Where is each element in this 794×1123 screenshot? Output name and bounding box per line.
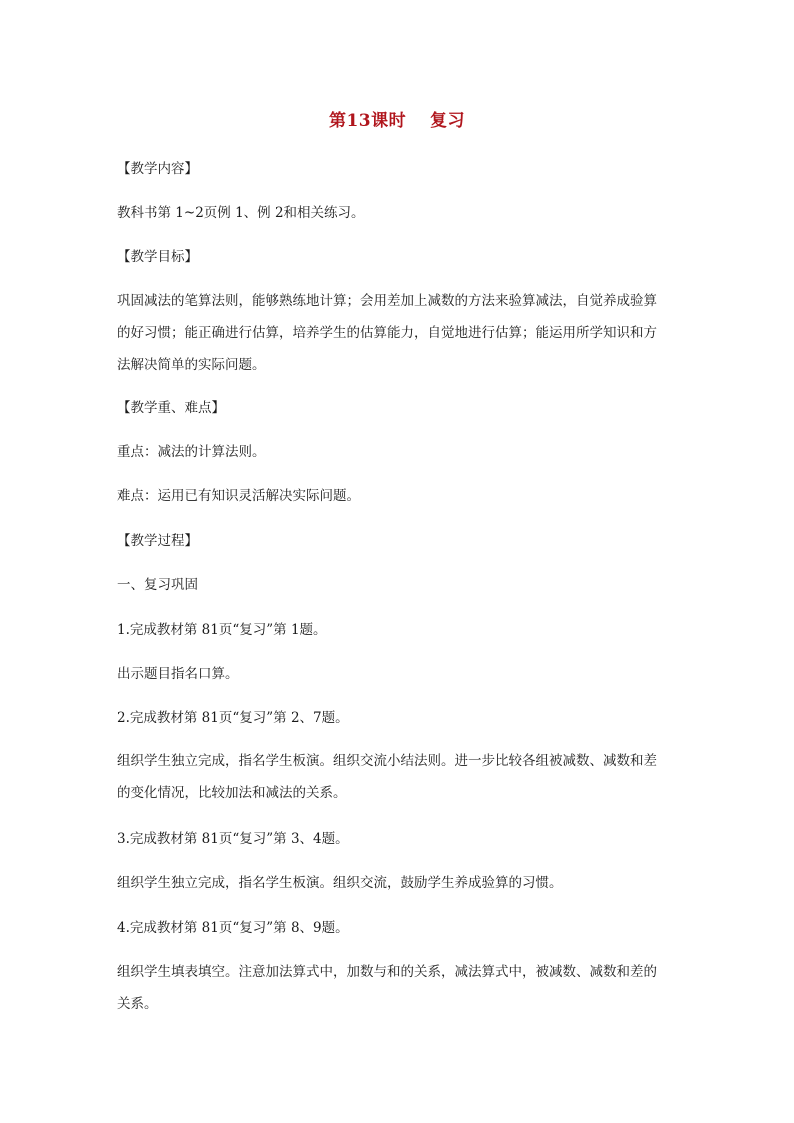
goals-line-1: 巩固减法的笔算法则，能够熟练地计算；会用差加上减数的方法来验算减法，自觉养成验算	[117, 293, 657, 309]
part-one-heading: 一、复习巩固	[117, 577, 198, 593]
item-2-desc	[117, 745, 677, 809]
key-point: 重点：减法的计算法则。	[117, 444, 266, 460]
item-3-desc: 组织学生独立完成，指名学生板演。组织交流，鼓励学生养成验算的习惯。	[117, 875, 563, 891]
lesson-title: 第13课时 复习	[328, 111, 466, 131]
item-1: 1.完成教材第 81页“复习”第 1题。	[117, 622, 327, 638]
item-4-desc	[117, 956, 677, 1020]
content-heading: 【教学内容】	[117, 161, 198, 177]
goals-heading: 【教学目标】	[117, 249, 198, 265]
item-1-desc: 出示题目指名口算。	[117, 666, 239, 682]
content-text: 教科书第 1~2页例 1、例 2和相关练习。	[117, 205, 365, 221]
process-heading: 【教学过程】	[117, 533, 198, 549]
item-2: 2.完成教材第 81页“复习”第 2、7题。	[117, 710, 349, 726]
goals-line-2: 的好习惯；能正确进行估算，培养学生的估算能力，自觉地进行估算；能运用所学知识和方	[117, 325, 657, 341]
item-4: 4.完成教材第 81页“复习”第 8、9题。	[117, 920, 349, 936]
difficult-point: 难点：运用已有知识灵活解决实际问题。	[117, 488, 360, 504]
item-2-desc-line-1: 组织学生独立完成，指名学生板演。组织交流小结法则。进一步比较各组被减数、减数和差	[117, 753, 657, 769]
item-2-desc-line-2: 的变化情况，比较加法和减法的关系。	[117, 785, 347, 801]
goals-paragraph	[117, 285, 677, 381]
key-heading: 【教学重、难点】	[117, 400, 225, 416]
goals-line-3: 法解决简单的实际问题。	[117, 357, 266, 373]
item-3: 3.完成教材第 81页“复习”第 3、4题。	[117, 831, 349, 847]
item-4-desc-line-1: 组织学生填表填空。注意加法算式中，加数与和的关系，减法算式中，被减数、减数和差的	[117, 964, 657, 980]
item-4-desc-line-2: 关系。	[117, 996, 158, 1012]
